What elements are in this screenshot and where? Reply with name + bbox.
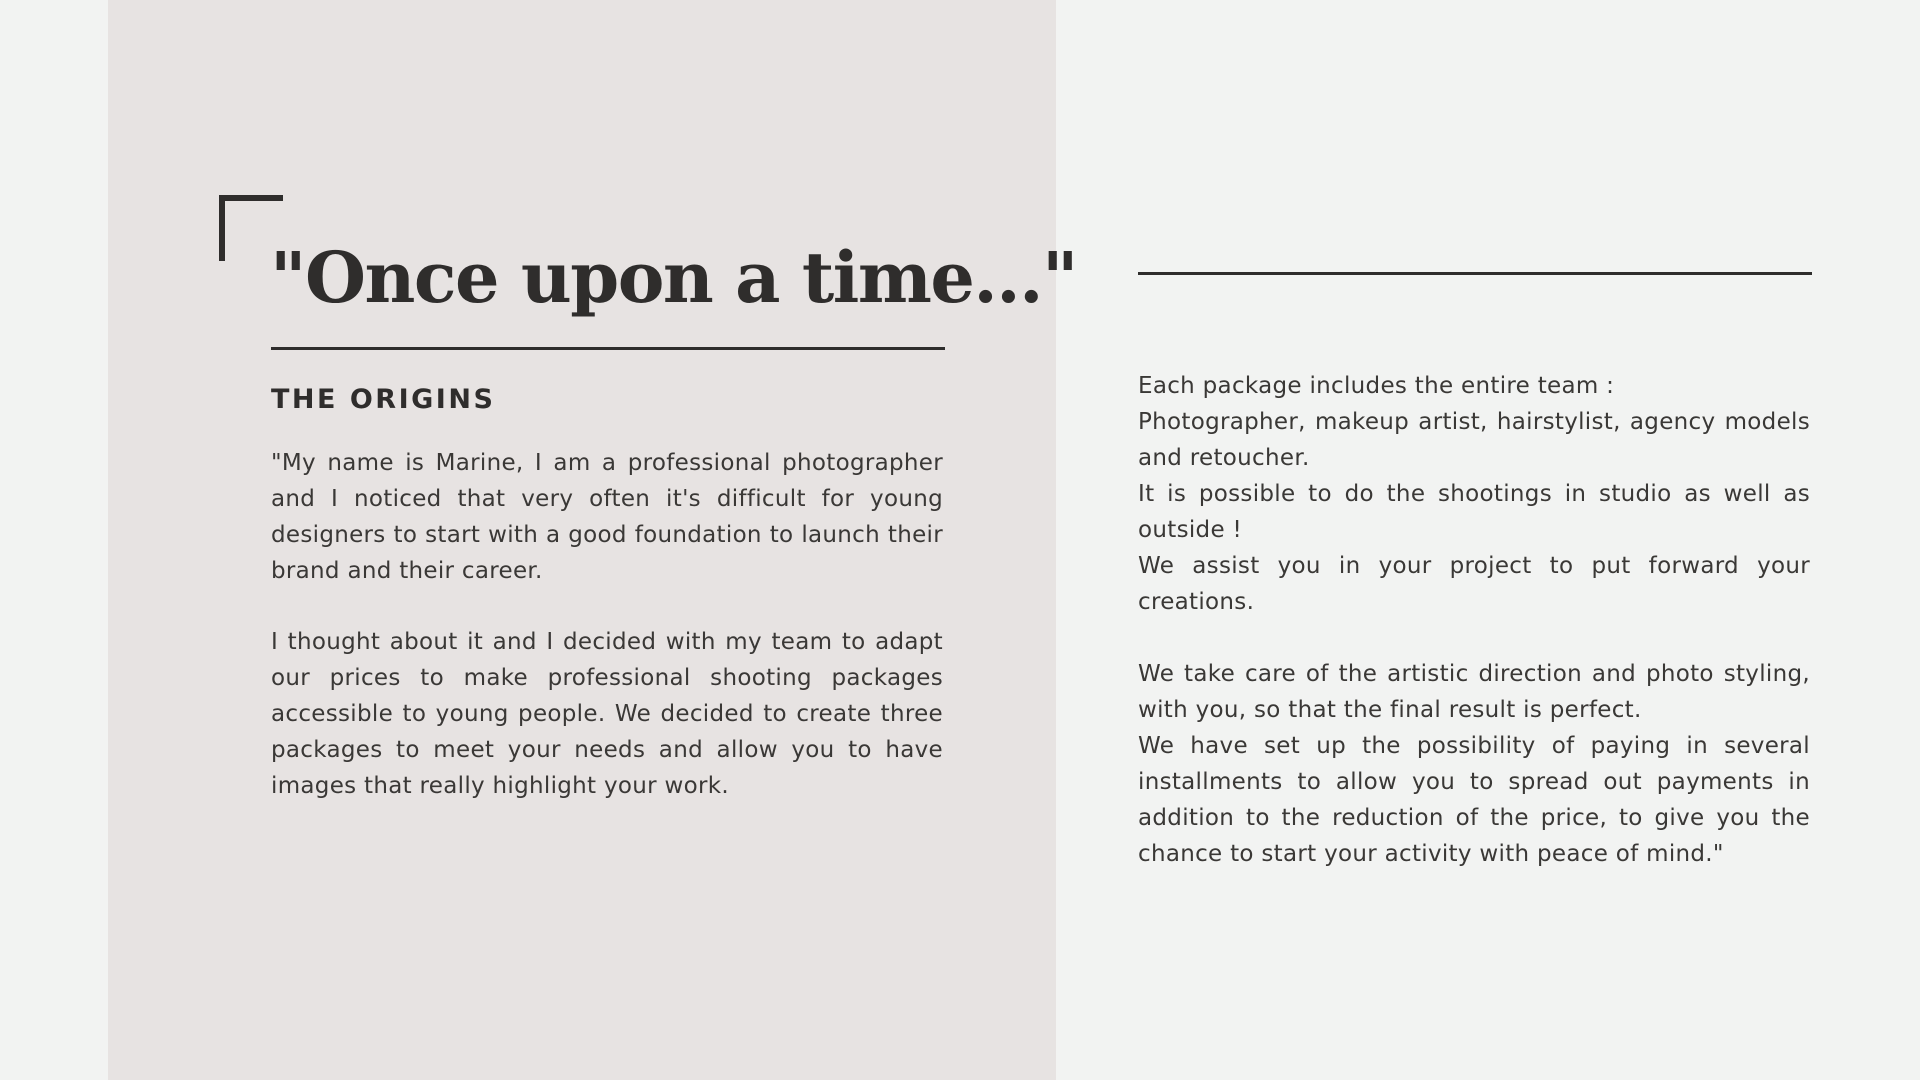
title-divider [271,347,945,350]
page-title: "Once upon a time..." [270,236,1077,319]
assist-paragraph: We assist you in your project to put forward your creations. [1138,553,1810,615]
section-title: THE ORIGINS [271,384,496,415]
team-intro-line: Each package includes the entire team : [1138,373,1615,399]
team-members-paragraph: Photographer, makeup artist, hairstylist, agency models and retoucher. [1138,409,1810,471]
installments-paragraph: We have set up the possibility of paying in several installments to allow you to spread out payments in addition to the reduction of the price, to give you the chance to start your activity with peace of mind." [1138,733,1810,867]
origins-paragraph-1: "My name is Marine, I am a professional photographer and I noticed that very often it's difficult for young designers to start with a good foundation to launch their brand and their career. [271,450,943,584]
artistic-direction-paragraph: We take care of the artistic direction and photo styling, with you, so that the final result is perfect. [1138,661,1810,723]
right-column-divider [1138,272,1812,275]
locations-paragraph: It is possible to do the shootings in studio as well as outside ! [1138,481,1810,543]
origins-paragraph-2: I thought about it and I decided with my team to adapt our prices to make professional shooting packages accessible to young people. We decided to create three packages to meet your needs and allow you to have images that really highlight your work. [271,629,943,799]
